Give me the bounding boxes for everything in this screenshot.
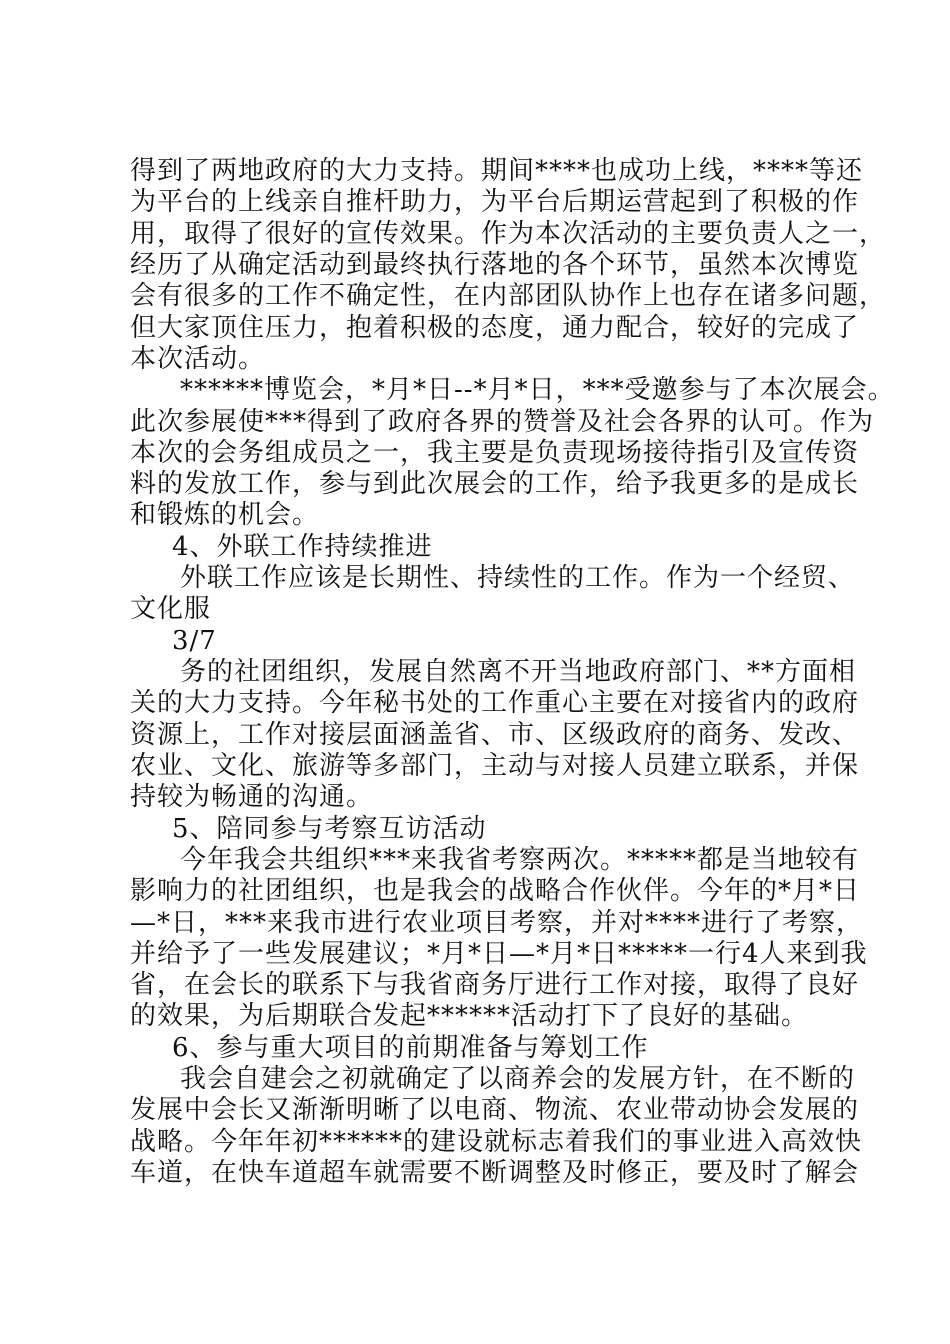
paragraph-line: 省，在会长的联系下与我省商务厅进行工作对接，取得了良好	[130, 970, 860, 1000]
paragraph-line: 务的社团组织，发展自然离不开当地政府部门、**方面相	[180, 657, 857, 687]
paragraph-line: 影响力的社团组织，也是我会的战略合作伙伴。今年的*月*日	[130, 876, 861, 906]
paragraph-line: 此次参展使***得到了政府各界的赞誉及社会各界的认可。作为	[130, 407, 875, 437]
paragraph-line: 车道，在快车道超车就需要不断调整及时修正，要及时了解会	[130, 1158, 860, 1188]
paragraph-line: 文化服	[130, 594, 212, 624]
paragraph-line: 资源上，工作对接层面涵盖省、市、区级政府的商务、发改、	[130, 720, 860, 750]
paragraph-line: 本次活动。	[130, 344, 266, 374]
paragraph-line: 农业、文化、旅游等多部门，主动与对接人员建立联系，并保	[130, 751, 860, 781]
paragraph-line: 本次的会务组成员之一，我主要是负责现场接待指引及宣传资	[130, 438, 860, 468]
paragraph-line: 但大家顶住压力，抱着积极的态度，通力配合，较好的完成了	[130, 313, 860, 343]
paragraph-line: 会有很多的工作不确定性，在内部团队协作上也存在诸多问题，	[130, 281, 887, 311]
paragraph-line: 发展中会长又渐渐明晰了以电商、物流、农业带动协会发展的	[130, 1095, 860, 1125]
paragraph-line: 的效果，为后期联合发起******活动打下了良好的基础。	[130, 1001, 809, 1031]
paragraph-line: 为平台的上线亲自推杆助力，为平台后期运营起到了积极的作	[130, 187, 860, 217]
paragraph-line: 并给予了一些发展建议；*月*日—*月*日*****一行4人来到我	[130, 939, 868, 969]
paragraph-line: 和锻炼的机会。	[130, 500, 320, 530]
paragraph-line: 我会自建会之初就确定了以商养会的发展方针，在不断的	[180, 1064, 856, 1094]
paragraph-line: 经历了从确定活动到最终执行落地的各个环节，虽然本次博览	[130, 250, 860, 280]
paragraph-line: 得到了两地政府的大力支持。期间****也成功上线，****等还	[130, 156, 864, 186]
section-heading: 5、陪同参与考察互访活动	[172, 814, 487, 844]
page-fraction: 3/7	[172, 626, 217, 656]
paragraph-line: 持较为畅通的沟通。	[130, 782, 374, 812]
section-heading: 6、参与重大项目的前期准备与筹划工作	[172, 1033, 649, 1063]
paragraph-line: 关的大力支持。今年秘书处的工作重心主要在对接省内的政府	[130, 688, 860, 718]
paragraph-line: 今年我会共组织***来我省考察两次。*****都是当地较有	[180, 845, 860, 875]
paragraph-line: 料的发放工作，参与到此次展会的工作，给予我更多的是成长	[130, 469, 860, 499]
paragraph-line: 战略。今年年初******的建设就标志着我们的事业进入高效快	[130, 1127, 863, 1157]
section-heading: 4、外联工作持续推进	[172, 532, 433, 562]
paragraph-line: —*日，***来我市进行农业项目考察，并对****进行了考察，	[130, 908, 864, 938]
paragraph-line: ******博览会，*月*日--*月*日，***受邀参与了本次展会。	[180, 375, 895, 405]
paragraph-line: 外联工作应该是长期性、持续性的工作。作为一个经贸、	[180, 563, 856, 593]
paragraph-line: 用，取得了很好的宣传效果。作为本次活动的主要负责人之一，	[130, 219, 887, 249]
